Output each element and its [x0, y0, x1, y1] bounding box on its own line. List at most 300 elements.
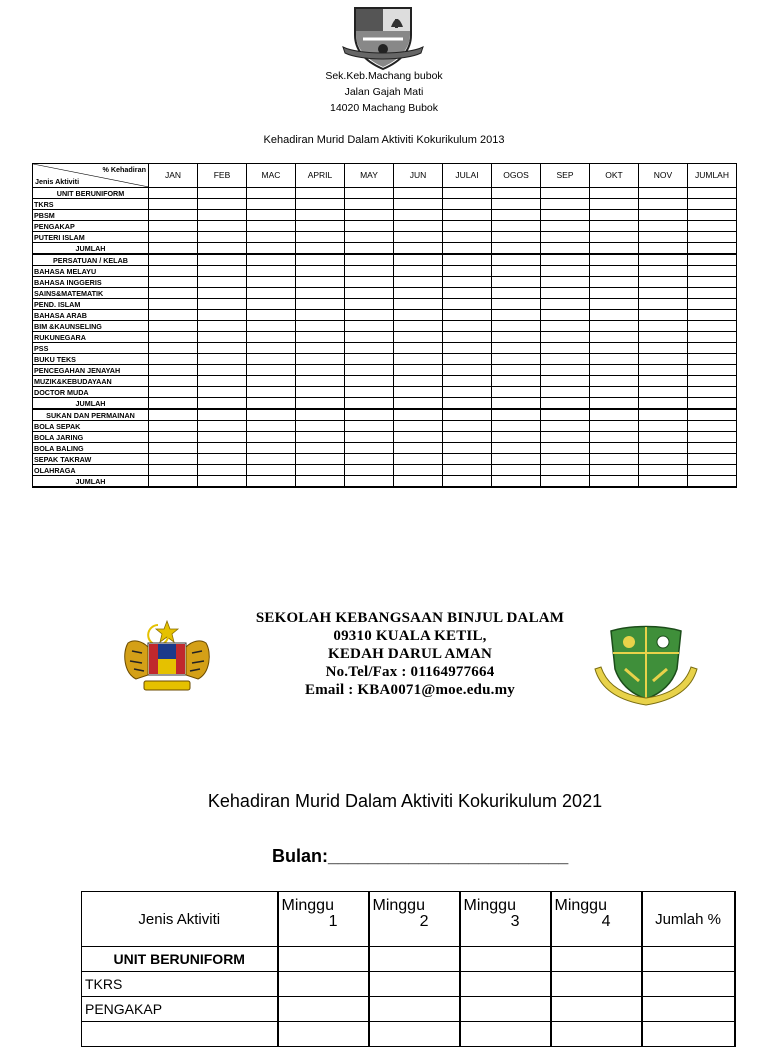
attendance-cell: [345, 321, 394, 332]
activity-row: [33, 354, 737, 365]
activity-row: [33, 210, 737, 221]
activity-label: BOLA JARING: [33, 432, 149, 443]
jenis-aktiviti-header: Jenis Aktiviti: [82, 892, 278, 947]
attendance-cell: [688, 221, 737, 232]
school2-address1: 09310 KUALA KETIL,: [333, 628, 487, 644]
attendance-cell: [492, 277, 541, 288]
section-row: [82, 947, 735, 972]
attendance-cell: [394, 288, 443, 299]
attendance-cell: [492, 387, 541, 398]
attendance-cell: [551, 1022, 642, 1047]
activity-label: TKRS: [33, 199, 149, 210]
attendance-cell: [149, 188, 198, 199]
attendance-cell: [639, 277, 688, 288]
attendance-cell: [541, 210, 590, 221]
attendance-cell: [443, 398, 492, 410]
attendance-cell: [296, 421, 345, 432]
attendance-cell: [688, 254, 737, 266]
attendance-cell: [149, 299, 198, 310]
attendance-cell: [345, 398, 394, 410]
activity-row: [33, 432, 737, 443]
attendance-cell: [149, 421, 198, 432]
attendance-cell: [460, 997, 551, 1022]
attendance-cell: [590, 243, 639, 255]
attendance-cell: [247, 210, 296, 221]
attendance-cell: [394, 443, 443, 454]
section-row: [33, 409, 737, 421]
attendance-cell: [345, 387, 394, 398]
attendance-table-2013: [32, 163, 737, 488]
attendance-cell: [590, 354, 639, 365]
activity-row: [33, 421, 737, 432]
activity-label: RUKUNEGARA: [33, 332, 149, 343]
attendance-cell: [149, 310, 198, 321]
attendance-cell: [247, 354, 296, 365]
total-row: [33, 398, 737, 410]
attendance-cell: [198, 277, 247, 288]
attendance-cell: [149, 254, 198, 266]
attendance-cell: [394, 432, 443, 443]
attendance-cell: [394, 421, 443, 432]
attendance-cell: [492, 476, 541, 488]
month-header: JULAI: [443, 164, 492, 188]
attendance-cell: [296, 199, 345, 210]
activity-label: [82, 1022, 278, 1047]
attendance-cell: [149, 277, 198, 288]
attendance-cell: [541, 409, 590, 421]
total-row: [33, 476, 737, 488]
attendance-cell: [639, 266, 688, 277]
attendance-cell: [541, 188, 590, 199]
attendance-cell: [639, 310, 688, 321]
attendance-cell: [688, 365, 737, 376]
attendance-cell: [590, 321, 639, 332]
attendance-cell: [639, 432, 688, 443]
attendance-cell: [460, 972, 551, 997]
week-label: Minggu: [463, 897, 516, 914]
attendance-cell: [541, 443, 590, 454]
activity-label: SEPAK TAKRAW: [33, 454, 149, 465]
activity-row: [33, 221, 737, 232]
corner-bottom-label: Jenis Aktiviti: [35, 177, 80, 186]
attendance-cell: [639, 465, 688, 476]
attendance-cell: [198, 443, 247, 454]
month-header: MAY: [345, 164, 394, 188]
attendance-cell: [639, 210, 688, 221]
attendance-cell: [198, 465, 247, 476]
attendance-cell: [198, 354, 247, 365]
attendance-cell: [541, 266, 590, 277]
attendance-cell: [688, 188, 737, 199]
attendance-cell: [541, 243, 590, 255]
activity-row: [33, 321, 737, 332]
week-number: 1: [328, 913, 338, 930]
attendance-cell: [394, 310, 443, 321]
attendance-cell: [639, 332, 688, 343]
attendance-cell: [296, 266, 345, 277]
attendance-cell: [590, 310, 639, 321]
attendance-cell: [541, 232, 590, 243]
attendance-cell: [247, 254, 296, 266]
attendance-cell: [639, 243, 688, 255]
attendance-cell: [688, 321, 737, 332]
attendance-cell: [541, 421, 590, 432]
attendance-cell: [492, 299, 541, 310]
attendance-cell: [443, 365, 492, 376]
attendance-cell: [541, 398, 590, 410]
attendance-cell: [296, 365, 345, 376]
attendance-cell: [247, 277, 296, 288]
attendance-cell: [443, 232, 492, 243]
attendance-cell: [394, 343, 443, 354]
attendance-cell: [590, 465, 639, 476]
attendance-cell: [345, 199, 394, 210]
doc1-title: Kehadiran Murid Dalam Aktiviti Kokurikulum 2013: [263, 134, 505, 146]
attendance-cell: [688, 409, 737, 421]
attendance-cell: [345, 465, 394, 476]
attendance-cell: [198, 232, 247, 243]
attendance-cell: [198, 454, 247, 465]
attendance-cell: [345, 432, 394, 443]
attendance-cell: [394, 188, 443, 199]
activity-label: BAHASA INGGERIS: [33, 277, 149, 288]
attendance-cell: [296, 188, 345, 199]
attendance-cell: [639, 254, 688, 266]
activity-label: PEND. ISLAM: [33, 299, 149, 310]
attendance-cell: [149, 454, 198, 465]
attendance-cell: [247, 365, 296, 376]
attendance-cell: [296, 232, 345, 243]
attendance-cell: [688, 266, 737, 277]
bulan-field-label: Bulan:________________________: [272, 846, 569, 866]
attendance-cell: [247, 299, 296, 310]
attendance-cell: [642, 947, 735, 972]
attendance-cell: [492, 254, 541, 266]
attendance-cell: [296, 332, 345, 343]
attendance-cell: [639, 398, 688, 410]
attendance-cell: [688, 243, 737, 255]
activity-row: [82, 997, 735, 1022]
activity-label: PUTERI ISLAM: [33, 232, 149, 243]
activity-label: BOLA BALING: [33, 443, 149, 454]
activity-row: [33, 277, 737, 288]
activity-label: JUMLAH: [33, 476, 149, 488]
attendance-cell: [247, 288, 296, 299]
attendance-cell: [394, 376, 443, 387]
attendance-cell: [688, 232, 737, 243]
attendance-cell: [345, 232, 394, 243]
attendance-cell: [296, 432, 345, 443]
attendance-cell: [149, 465, 198, 476]
attendance-cell: [394, 221, 443, 232]
attendance-cell: [443, 254, 492, 266]
activity-label: PERSATUAN / KELAB: [33, 254, 149, 266]
attendance-cell: [394, 454, 443, 465]
attendance-cell: [247, 454, 296, 465]
attendance-cell: [551, 972, 642, 997]
attendance-cell: [541, 254, 590, 266]
header-row: [82, 892, 735, 947]
attendance-cell: [443, 332, 492, 343]
attendance-cell: [541, 321, 590, 332]
attendance-cell: [590, 232, 639, 243]
week-header: [460, 892, 551, 947]
attendance-cell: [149, 398, 198, 410]
attendance-cell: [688, 432, 737, 443]
attendance-cell: [541, 476, 590, 488]
week-label: Minggu: [281, 897, 334, 914]
school2-phone: No.Tel/Fax : 01164977664: [325, 664, 495, 680]
attendance-cell: [345, 343, 394, 354]
attendance-cell: [443, 221, 492, 232]
attendance-cell: [296, 465, 345, 476]
attendance-cell: [247, 376, 296, 387]
attendance-cell: [394, 387, 443, 398]
attendance-cell: [149, 232, 198, 243]
activity-row: [33, 376, 737, 387]
attendance-cell: [198, 266, 247, 277]
activity-label: JUMLAH: [33, 398, 149, 410]
attendance-cell: [590, 277, 639, 288]
attendance-cell: [443, 299, 492, 310]
attendance-cell: [639, 188, 688, 199]
activity-row: [33, 232, 737, 243]
attendance-cell: [590, 210, 639, 221]
attendance-cell: [345, 243, 394, 255]
attendance-cell: [149, 443, 198, 454]
week-header: [369, 892, 460, 947]
attendance-cell: [247, 421, 296, 432]
activity-row: [33, 199, 737, 210]
attendance-cell: [688, 310, 737, 321]
attendance-cell: [639, 476, 688, 488]
attendance-cell: [642, 972, 735, 997]
activity-row: [33, 266, 737, 277]
attendance-cell: [492, 354, 541, 365]
attendance-cell: [492, 421, 541, 432]
attendance-cell: [149, 321, 198, 332]
attendance-cell: [296, 288, 345, 299]
attendance-cell: [443, 354, 492, 365]
attendance-cell: [688, 277, 737, 288]
activity-label: BUKU TEKS: [33, 354, 149, 365]
attendance-cell: [639, 232, 688, 243]
attendance-cell: [443, 476, 492, 488]
week-header: [278, 892, 369, 947]
attendance-cell: [639, 343, 688, 354]
attendance-cell: [149, 266, 198, 277]
attendance-cell: [443, 454, 492, 465]
attendance-cell: [345, 299, 394, 310]
attendance-cell: [296, 409, 345, 421]
activity-row: [33, 343, 737, 354]
attendance-cell: [394, 332, 443, 343]
attendance-cell: [688, 387, 737, 398]
attendance-cell: [296, 376, 345, 387]
attendance-cell: [149, 288, 198, 299]
attendance-cell: [590, 254, 639, 266]
attendance-cell: [639, 288, 688, 299]
attendance-cell: [247, 476, 296, 488]
attendance-cell: [590, 288, 639, 299]
attendance-cell: [492, 321, 541, 332]
attendance-cell: [247, 199, 296, 210]
attendance-cell: [443, 310, 492, 321]
attendance-cell: [492, 332, 541, 343]
attendance-cell: [541, 288, 590, 299]
attendance-cell: [590, 299, 639, 310]
attendance-cell: [492, 199, 541, 210]
attendance-cell: [443, 243, 492, 255]
activity-row: [82, 1022, 735, 1047]
attendance-cell: [639, 421, 688, 432]
attendance-cell: [198, 376, 247, 387]
attendance-cell: [369, 972, 460, 997]
attendance-cell: [492, 266, 541, 277]
attendance-cell: [149, 409, 198, 421]
activity-row: [33, 365, 737, 376]
attendance-cell: [688, 288, 737, 299]
attendance-cell: [688, 376, 737, 387]
attendance-cell: [492, 409, 541, 421]
attendance-cell: [443, 321, 492, 332]
attendance-cell: [492, 465, 541, 476]
attendance-cell: [345, 421, 394, 432]
attendance-cell: [590, 443, 639, 454]
total-row: [33, 243, 737, 255]
attendance-cell: [296, 398, 345, 410]
month-header: NOV: [639, 164, 688, 188]
activity-label: PBSM: [33, 210, 149, 221]
attendance-cell: [688, 398, 737, 410]
attendance-cell: [345, 210, 394, 221]
school-address-line2: 14020 Machang Bubok: [330, 102, 438, 114]
attendance-cell: [443, 443, 492, 454]
attendance-cell: [443, 409, 492, 421]
attendance-cell: [443, 288, 492, 299]
attendance-cell: [198, 332, 247, 343]
attendance-cell: [688, 443, 737, 454]
attendance-cell: [345, 454, 394, 465]
attendance-cell: [688, 465, 737, 476]
attendance-cell: [541, 343, 590, 354]
attendance-cell: [149, 343, 198, 354]
activity-label: SUKAN DAN PERMAINAN: [33, 409, 149, 421]
attendance-cell: [541, 465, 590, 476]
attendance-cell: [247, 409, 296, 421]
attendance-cell: [345, 277, 394, 288]
attendance-cell: [296, 387, 345, 398]
attendance-cell: [394, 354, 443, 365]
attendance-cell: [198, 188, 247, 199]
week-number: 2: [419, 913, 429, 930]
attendance-cell: [541, 310, 590, 321]
attendance-cell: [443, 199, 492, 210]
attendance-cell: [590, 343, 639, 354]
attendance-cell: [345, 266, 394, 277]
attendance-cell: [278, 972, 369, 997]
activity-label: JUMLAH: [33, 243, 149, 255]
attendance-cell: [394, 476, 443, 488]
month-header: OKT: [590, 164, 639, 188]
attendance-cell: [198, 321, 247, 332]
attendance-cell: [198, 199, 247, 210]
attendance-cell: [278, 947, 369, 972]
activity-label: BIM &KAUNSELING: [33, 321, 149, 332]
section-row: [33, 188, 737, 199]
attendance-cell: [394, 299, 443, 310]
attendance-cell: [247, 387, 296, 398]
attendance-cell: [345, 409, 394, 421]
attendance-cell: [247, 221, 296, 232]
attendance-cell: [492, 365, 541, 376]
attendance-cell: [345, 354, 394, 365]
attendance-cell: [296, 310, 345, 321]
jumlah-header: Jumlah %: [642, 892, 735, 947]
attendance-cell: [541, 299, 590, 310]
attendance-cell: [247, 343, 296, 354]
attendance-cell: [443, 277, 492, 288]
attendance-cell: [541, 199, 590, 210]
activity-row: [82, 972, 735, 997]
attendance-cell: [394, 365, 443, 376]
attendance-cell: [198, 288, 247, 299]
attendance-cell: [198, 432, 247, 443]
attendance-cell: [198, 221, 247, 232]
activity-row: [33, 443, 737, 454]
attendance-cell: [642, 1022, 735, 1047]
attendance-cell: [198, 398, 247, 410]
week-number: 3: [510, 913, 520, 930]
attendance-cell: [198, 210, 247, 221]
attendance-cell: [492, 432, 541, 443]
school2-name: SEKOLAH KEBANGSAAN BINJUL DALAM: [255, 610, 565, 626]
attendance-cell: [492, 243, 541, 255]
attendance-cell: [639, 409, 688, 421]
activity-row: [33, 288, 737, 299]
attendance-cell: [296, 354, 345, 365]
attendance-cell: [296, 476, 345, 488]
attendance-cell: [443, 432, 492, 443]
attendance-cell: [394, 398, 443, 410]
attendance-cell: [688, 332, 737, 343]
activity-row: [33, 310, 737, 321]
week-label: Minggu: [554, 897, 607, 914]
attendance-cell: [590, 476, 639, 488]
attendance-cell: [443, 266, 492, 277]
attendance-cell: [443, 343, 492, 354]
attendance-cell: [541, 221, 590, 232]
doc2-title: Kehadiran Murid Dalam Aktiviti Kokurikulum 2021: [207, 791, 603, 811]
attendance-cell: [688, 421, 737, 432]
school2-crest-logo: [591, 625, 701, 707]
attendance-cell: [541, 454, 590, 465]
attendance-cell: [541, 387, 590, 398]
attendance-cell: [149, 432, 198, 443]
month-header: JAN: [149, 164, 198, 188]
attendance-cell: [247, 432, 296, 443]
month-header: APRIL: [296, 164, 345, 188]
week-header: [551, 892, 642, 947]
activity-label: PENGAKAP: [82, 997, 278, 1022]
attendance-cell: [551, 947, 642, 972]
attendance-cell: [492, 376, 541, 387]
attendance-cell: [443, 210, 492, 221]
attendance-cell: [296, 343, 345, 354]
school-crest-logo: [341, 5, 425, 71]
attendance-cell: [492, 398, 541, 410]
attendance-cell: [590, 376, 639, 387]
